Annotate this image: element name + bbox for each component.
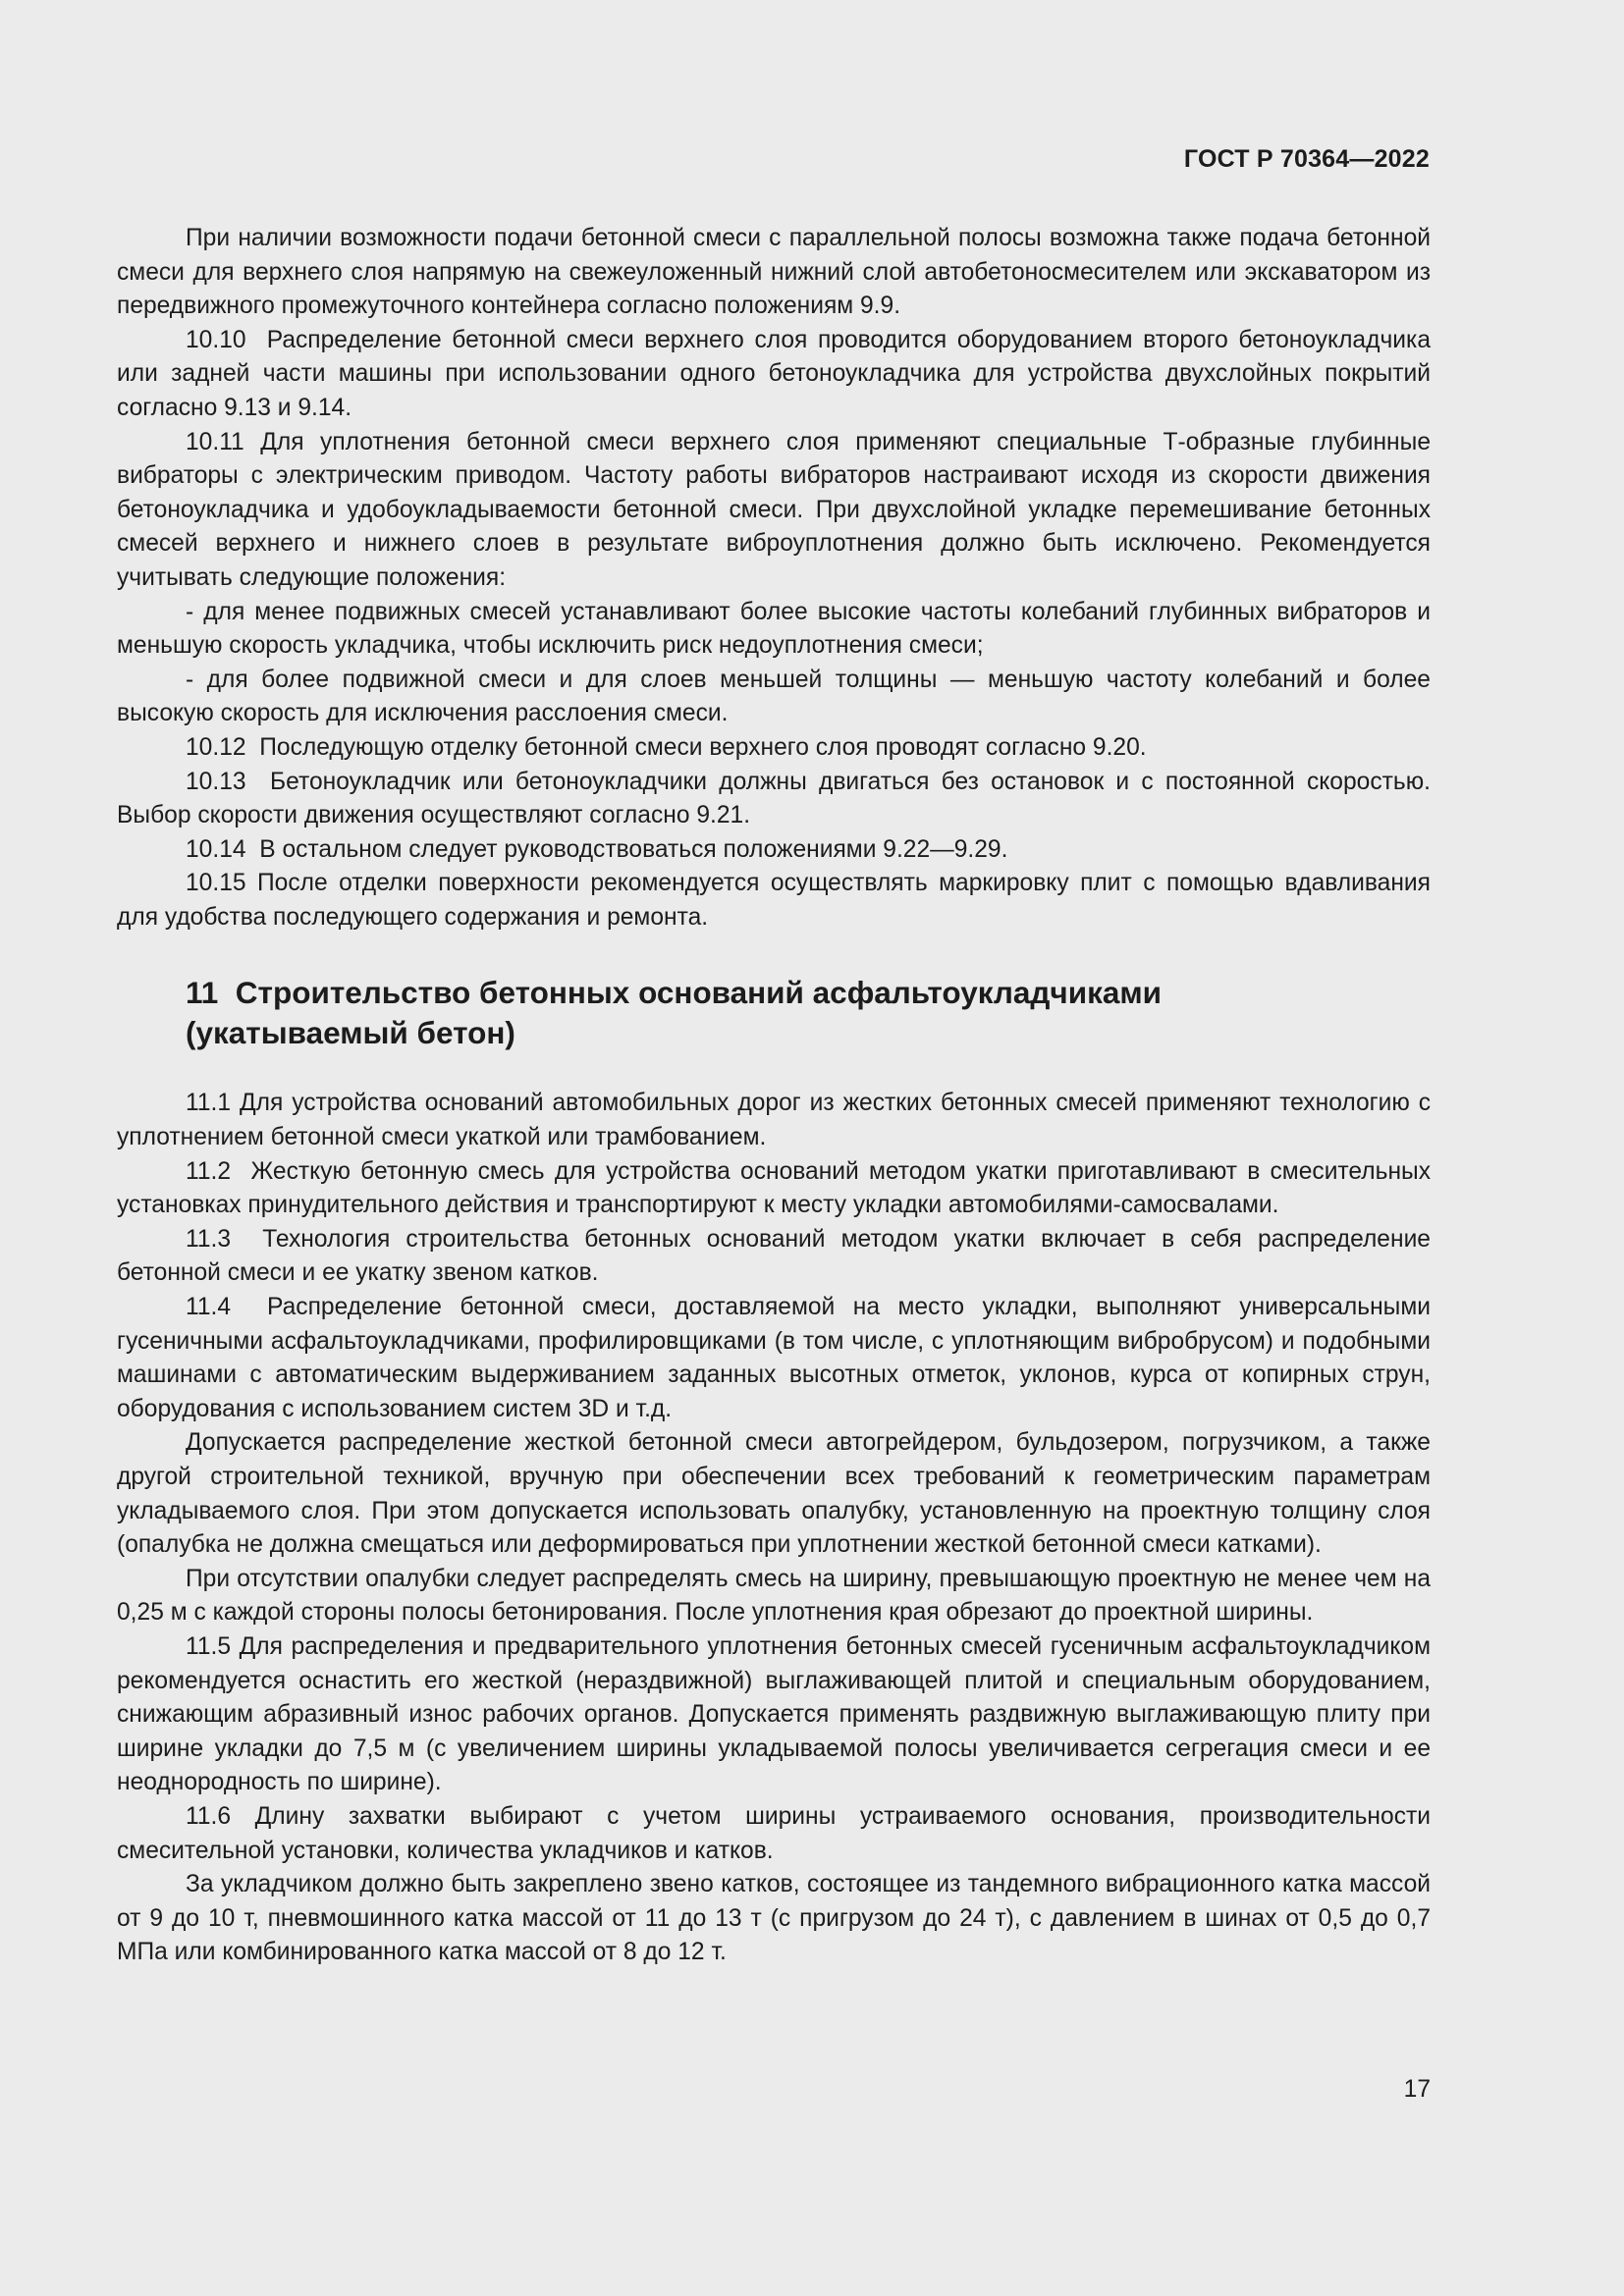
section-11-heading-line2: (укатываемый бетон)	[186, 1015, 515, 1051]
paragraph-11-6: 11.6 Длину захватки выбирают с учетом ширины устраиваемого основания, производительности смесительной установки, количества укладчиков и катков.	[117, 1802, 1431, 1864]
paragraph-11-6-rollers: За укладчиком должно быть закреплено звено катков, состоящее из тандемного вибрационного катка массой от 9 до 10 т, пневмошинного катка массой от 11 до 13 т (с пригрузом до 24 т), с давлением в шинах от 0,5 до 0,7 МПа или комбинированного катка массой от 8 до 12 т.	[117, 1871, 1431, 1966]
page-number: 17	[1403, 2076, 1431, 2103]
paragraph-10-9-continued: При наличии возможности подачи бетонной смеси с параллельной полосы возможна также подача бетонной смеси для верхнего слоя напрямую на свежеуложенный нижний слой автобетоносмесителем или экскаватором из передвижного промежуточного контейнера согласно положениям 9.9.	[117, 225, 1431, 320]
list-item-less-mobile-mixes: - для менее подвижных смесей устанавливают более высокие частоты колебаний глубинных вибраторов и меньшую скорость укладчика, чтобы исключить риск недоуплотнения смеси;	[117, 598, 1431, 660]
paragraph-11-4-grader: Допускается распределение жесткой бетонной смеси автогрейдером, бульдозером, погрузчиком, а также другой строительной техникой, вручную при обеспечении всех требований к геометрическим параметрам укладываемого слоя. При этом допускается использовать опалубку, установленную на проектную толщину слоя (опалубка не должна смещаться или деформироваться при уплотнении жесткой бетонной смеси катками).	[117, 1429, 1431, 1559]
paragraph-10-14: 10.14 В остальном следует руководствоваться положениями 9.22—9.29.	[186, 835, 1008, 863]
paragraph-10-15: 10.15 После отделки поверхности рекомендуется осуществлять маркировку плит с помощью вдавливания для удобства последующего содержания и ремонта.	[117, 870, 1431, 931]
paragraph-11-2: 11.2 Жесткую бетонную смесь для устройства оснований методом укатки приготавливают в смесительных установках принудительного действия и транспортируют к месту укладки автомобилями-самосвалами.	[117, 1157, 1431, 1219]
paragraph-11-4: 11.4 Распределение бетонной смеси, доставляемой на место укладки, выполняют универсальными гусеничными асфальтоукладчиками, профилировщиками (в том числе, с уплотняющим вибробрусом) и подобными машинами с автоматическим выдерживанием заданных высотных отметок, уклонов, курса от копирных струн, оборудования с использованием систем 3D и т.д.	[117, 1294, 1431, 1422]
list-item-more-mobile-mixes: - для более подвижной смеси и для слоев меньшей толщины — меньшую частоту колебаний и более высокую скорость для исключения расслоения смеси.	[117, 666, 1431, 727]
paragraph-11-1: 11.1 Для устройства оснований автомобильных дорог из жестких бетонных смесей применяют технологию с уплотнением бетонной смеси укаткой или трамбованием.	[117, 1090, 1431, 1151]
page-body	[117, 222, 1431, 1970]
section-11-heading-line1: 11 Строительство бетонных оснований асфальтоукладчиками	[186, 975, 1163, 1011]
paragraph-11-4-no-formwork: При отсутствии опалубки следует распределять смесь на ширину, превышающую проектную не менее чем на 0,25 м с каждой стороны полосы бетонирования. После уплотнения края обрезают до проектной ширины.	[117, 1565, 1431, 1627]
paragraph-11-5: 11.5 Для распределения и предварительного уплотнения бетонных смесей гусеничным асфальтоукладчиком рекомендуется оснастить его жесткой (нераздвижной) выглаживающей плитой и специальным оборудованием, снижающим абразивный износ рабочих органов. Допускается применять раздвижную выглаживающую плиту при ширине укладки до 7,5 м (с увеличением ширины укладываемой полосы увеличивается сегрегация смеси и ее неоднородность по ширине).	[117, 1632, 1431, 1796]
paragraph-10-10: 10.10 Распределение бетонной смеси верхнего слоя проводится оборудованием второго бетоноукладчика или задней части машины при использовании одного бетоноукладчика для устройства двухслойных покрытий согласно 9.13 и 9.14.	[117, 326, 1431, 421]
paragraph-11-3: 11.3 Технология строительства бетонных оснований методом укатки включает в себя распределение бетонной смеси и ее укатку звеном катков.	[117, 1225, 1431, 1287]
section-11-heading	[186, 973, 1431, 1053]
document-number-header: ГОСТ Р 70364—2022	[1183, 145, 1430, 173]
paragraph-10-12: 10.12 Последующую отделку бетонной смеси верхнего слоя проводят согласно 9.20.	[186, 733, 1147, 761]
paragraph-10-13: 10.13 Бетоноукладчик или бетоноукладчики должны двигаться без остановок и с постоянной скоростью. Выбор скорости движения осуществляют согласно 9.21.	[117, 768, 1431, 829]
paragraph-10-11: 10.11 Для уплотнения бетонной смеси верхнего слоя применяют специальные Т-образные глубинные вибраторы с электрическим приводом. Частоту работы вибраторов настраивают исходя из скорости движения бетоноукладчика и удобоукладываемости бетонной смеси. При двухслойной укладке перемешивание бетонных смесей верхнего и нижнего слоев в результате виброуплотнения должно быть исключено. Рекомендуется учитывать следующие положения:	[117, 428, 1431, 591]
